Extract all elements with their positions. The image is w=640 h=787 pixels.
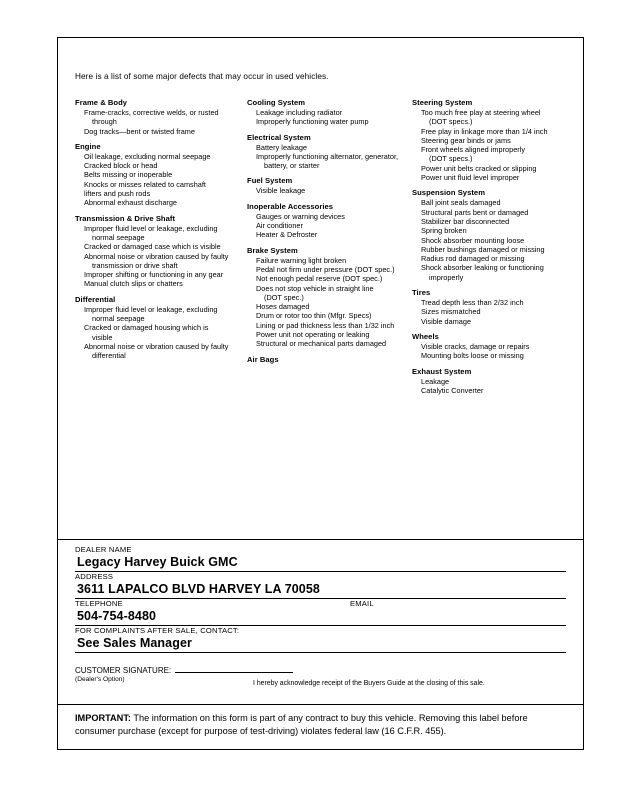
important-line-2: consumer purchase (except for purpose of test-driving) violates federal law (16 C.F.R. 455). bbox=[75, 725, 447, 736]
defect-item: Oil leakage, excluding normal seepage bbox=[84, 151, 211, 161]
defect-group-title: Inoperable Accessories bbox=[247, 201, 334, 211]
signature-rule[interactable] bbox=[175, 672, 293, 673]
defect-item: Does not stop vehicle in straight line bbox=[256, 283, 374, 293]
defect-item-cont: differential bbox=[92, 351, 126, 361]
divider-dealer-section bbox=[58, 539, 583, 540]
buyers-guide-page bbox=[57, 37, 584, 750]
dealer-address-value[interactable]: 3611 LAPALCO BLVD HARVEY LA 70058 bbox=[77, 582, 320, 596]
defect-group-title: Tires bbox=[412, 288, 431, 298]
signature-label: CUSTOMER SIGNATURE: bbox=[75, 666, 172, 675]
dealer-email-field bbox=[350, 599, 566, 625]
defect-item: Power unit not operating or leaking bbox=[256, 330, 370, 340]
defect-group bbox=[247, 202, 412, 240]
defect-item bbox=[75, 314, 247, 323]
defect-item: Belts missing or inoperable bbox=[84, 170, 173, 180]
defect-item: Steering gear binds or jams bbox=[421, 135, 511, 145]
defect-item: Too much free play at steering wheel bbox=[421, 108, 541, 117]
defect-item: Improper fluid level or leakage, excluding bbox=[84, 223, 218, 233]
defect-group bbox=[75, 295, 247, 361]
signature-block bbox=[75, 666, 566, 687]
defect-item bbox=[75, 351, 247, 360]
defect-item: Visible leakage bbox=[256, 186, 306, 196]
defect-item-cont: transmission or drive shaft bbox=[92, 260, 178, 270]
defects-columns bbox=[75, 98, 570, 401]
defect-item: Power unit fluid level improper bbox=[421, 173, 520, 183]
defect-item bbox=[247, 293, 412, 302]
defect-item-cont: improperly bbox=[429, 272, 464, 282]
defects-column-3 bbox=[412, 98, 570, 401]
defect-item: Heater & Defroster bbox=[256, 230, 318, 240]
defect-item-cont: normal seepage bbox=[92, 314, 145, 324]
defect-item: Sizes mismatched bbox=[421, 307, 481, 317]
defect-item: Front wheels aligned improperly bbox=[421, 145, 526, 155]
defect-group-title: Transmission & Drive Shaft bbox=[75, 213, 176, 223]
defect-item bbox=[75, 117, 247, 126]
dealer-email-value[interactable] bbox=[350, 608, 566, 611]
defects-column-1 bbox=[75, 98, 247, 401]
defect-item bbox=[75, 261, 247, 270]
defect-group-title: Engine bbox=[75, 141, 101, 151]
defect-item: Structural parts bent or damaged bbox=[421, 207, 529, 217]
defect-item bbox=[412, 117, 570, 126]
important-heading: IMPORTANT: bbox=[75, 713, 131, 723]
defect-item-cont: (DOT specs.) bbox=[429, 117, 473, 127]
dealer-telephone-field bbox=[75, 599, 350, 625]
defect-item: Cracked block or head bbox=[84, 161, 158, 171]
defect-group bbox=[75, 142, 247, 208]
defect-group-title: Suspension System bbox=[412, 188, 486, 198]
defect-item: Abnormal noise or vibration caused by faulty bbox=[84, 341, 229, 351]
defect-item: Stabilizer bar disconnected bbox=[421, 216, 510, 226]
dealer-email-label: EMAIL bbox=[349, 599, 374, 608]
dealer-contact-row bbox=[75, 599, 566, 625]
defect-item: Ball joint seals damaged bbox=[421, 198, 501, 208]
defect-group-title: Brake System bbox=[247, 245, 298, 255]
defect-group bbox=[412, 367, 570, 396]
divider bbox=[75, 652, 566, 653]
acknowledgement-text: I hereby acknowledge receipt of the Buyers Guide at the closing of this sale. bbox=[253, 680, 485, 687]
defect-item: Catalytic Converter bbox=[421, 385, 484, 395]
defect-group-title: Steering System bbox=[412, 98, 473, 107]
defect-group-title: Electrical System bbox=[247, 132, 311, 142]
defect-item: Mounting bolts loose or missing bbox=[421, 351, 524, 361]
defect-item: Tread depth less than 2/32 inch bbox=[421, 298, 524, 308]
dealer-info-block bbox=[75, 545, 566, 653]
defect-item: Drum or rotor too thin (Mfgr. Specs) bbox=[256, 311, 372, 321]
defect-item bbox=[412, 273, 570, 282]
defect-item: Frame-cracks, corrective welds, or rusted bbox=[84, 108, 219, 117]
defect-group-title: Cooling System bbox=[247, 98, 306, 107]
defect-item: Lining or pad thickness less than 1/32 inch bbox=[256, 320, 395, 330]
defect-group bbox=[247, 176, 412, 195]
defect-item: Leakage including radiator bbox=[256, 108, 343, 117]
complaints-value[interactable]: See Sales Manager bbox=[77, 636, 192, 650]
defect-item: Pedal not firm under pressure (DOT spec.) bbox=[256, 264, 395, 274]
defect-group bbox=[247, 355, 412, 364]
defect-item: Abnormal exhaust discharge bbox=[84, 198, 177, 208]
dealer-telephone-label: TELEPHONE bbox=[75, 599, 123, 608]
defect-item-cont: (DOT specs.) bbox=[429, 154, 473, 164]
defect-item bbox=[247, 161, 412, 170]
defect-group bbox=[412, 288, 570, 326]
defect-item bbox=[412, 154, 570, 163]
defect-item: Not enough pedal reserve (DOT spec.) bbox=[256, 274, 383, 284]
complaints-label: FOR COMPLAINTS AFTER SALE, CONTACT: bbox=[75, 626, 240, 635]
signature-sublabel: (Dealer's Option) bbox=[75, 676, 125, 683]
defects-column-2 bbox=[247, 98, 412, 401]
dealer-address-label: ADDRESS bbox=[75, 572, 114, 581]
defect-item: lifters and push rods bbox=[84, 189, 151, 199]
defect-item-cont: (DOT spec.) bbox=[264, 292, 304, 302]
complaints-field bbox=[75, 626, 566, 653]
defect-item bbox=[75, 233, 247, 242]
defect-group-title: Air Bags bbox=[247, 354, 279, 364]
defect-item: Cracked or damaged housing which is bbox=[84, 323, 209, 333]
defect-item: Shock absorber leaking or functioning bbox=[421, 263, 544, 273]
important-line-1: The information on this form is part of any contract to buy this vehicle. Removing this label before bbox=[133, 713, 528, 723]
defect-group bbox=[247, 98, 412, 127]
defect-group-title: Fuel System bbox=[247, 176, 293, 186]
defect-group-title: Frame & Body bbox=[75, 98, 128, 107]
defect-item: Gauges or warning devices bbox=[256, 211, 345, 221]
defect-item: Visible cracks, damage or repairs bbox=[421, 341, 530, 351]
defect-group bbox=[412, 332, 570, 361]
divider-important-section bbox=[58, 704, 583, 705]
defect-item: Abnormal noise or vibration caused by faulty bbox=[84, 251, 229, 261]
defect-item: Improperly functioning alternator, generator, bbox=[256, 151, 399, 161]
defect-item: Improperly functioning water pump bbox=[256, 117, 369, 127]
defect-item: Rubber bushings damaged or missing bbox=[421, 244, 545, 254]
defect-item: Spring broken bbox=[421, 226, 467, 236]
defect-group bbox=[247, 246, 412, 349]
defect-item: Improper shifting or functioning in any gear bbox=[84, 270, 224, 280]
defect-group-title: Exhaust System bbox=[412, 366, 472, 376]
defect-item: Dog tracks—bent or twisted frame bbox=[84, 126, 195, 136]
defect-item: Manual clutch slips or chatters bbox=[84, 279, 183, 289]
dealer-name-field bbox=[75, 545, 566, 572]
defect-item-cont: visible bbox=[92, 332, 113, 342]
defect-item: Air conditioner bbox=[256, 221, 303, 231]
defect-group bbox=[412, 188, 570, 282]
defect-item: Hoses damaged bbox=[256, 302, 310, 312]
defect-item: Knocks or misses related to camshaft bbox=[84, 179, 206, 189]
defect-item-cont: normal seepage bbox=[92, 232, 145, 242]
defect-item bbox=[75, 333, 247, 342]
defect-group bbox=[247, 133, 412, 171]
defect-group-title: Differential bbox=[75, 294, 116, 304]
dealer-name-value[interactable]: Legacy Harvey Buick GMC bbox=[77, 555, 238, 569]
defect-item: Leakage bbox=[421, 376, 450, 386]
defect-group bbox=[75, 98, 247, 136]
defect-item: Free play in linkage more than 1/4 inch bbox=[421, 126, 548, 136]
dealer-name-label: DEALER NAME bbox=[75, 545, 132, 554]
dealer-telephone-value[interactable]: 504-754-8480 bbox=[77, 609, 157, 623]
defect-item: Structural or mechanical parts damaged bbox=[256, 339, 387, 349]
important-notice bbox=[75, 712, 566, 737]
defect-group-title: Wheels bbox=[412, 331, 439, 341]
defect-item: Improper fluid level or leakage, excluding bbox=[84, 304, 218, 314]
defect-item: Cracked or damaged case which is visible bbox=[84, 242, 221, 252]
defect-item: Radius rod damaged or missing bbox=[421, 254, 525, 264]
dealer-address-field bbox=[75, 572, 566, 599]
intro-text: Here is a list of some major defects that may occur in used vehicles. bbox=[75, 72, 329, 81]
defect-item: Visible damage bbox=[421, 316, 472, 326]
defect-item-cont: battery, or starter bbox=[264, 161, 320, 171]
defect-item: Battery leakage bbox=[256, 142, 308, 152]
defect-item: Power unit belts cracked or slipping bbox=[421, 163, 537, 173]
defect-group bbox=[412, 98, 570, 182]
defect-item: Failure warning light broken bbox=[256, 255, 347, 265]
defect-item-cont: through bbox=[92, 117, 117, 127]
defect-item: Shock absorber mounting loose bbox=[421, 235, 525, 245]
defect-group bbox=[75, 214, 247, 289]
signature-line[interactable] bbox=[75, 666, 566, 675]
